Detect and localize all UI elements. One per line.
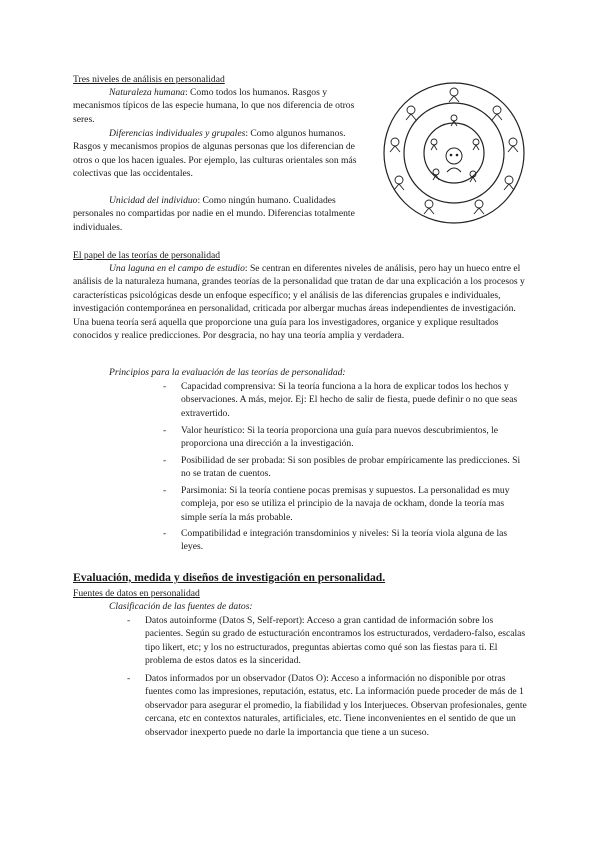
bullet-dash: - xyxy=(163,425,167,436)
section-title-theories: El papel de las teorías de personalidad xyxy=(73,250,221,261)
inner-circle xyxy=(424,123,484,183)
middle-circle xyxy=(404,103,504,203)
principle-item: Capacidad comprensiva: Si la teoría funciona a la hora de explicar todos los hechos y observaciones. A más, mejor. Ej: El hecho de salir de fiesta, puede definir o no que seas extravertido. xyxy=(181,381,518,419)
level-individual-differences xyxy=(73,127,373,181)
data-source-item: Datos autoinforme (Datos S, Self-report): Acceso a gran cantidad de información sobre los pacientes. Según su grado de estucturación encontramos los estructurados, verdadero-falso, escalas tipo likert, etc; y los no estructurados, preguntas abiertas como qué son las fiestas para ti. El problema de estos datos es la sinceridad. xyxy=(145,615,526,667)
bullet-dash: - xyxy=(163,381,167,392)
level-text: : Como ningún humano. Cualidades personales no compartidas por nadie en el mundo. Diferencias totalmente individuales. xyxy=(73,195,355,233)
data-source-item: Datos informados por un observador (Datos O): Acceso a información no disponible por otras fuentes como las impresiones, reputación, estatus, etc. La información puede proceder de más de 1 observador para asegurar el promedio, la fiabilidad y los Interjueces. Observan profesionales, gente cercana, etc en contextos naturales, artificiales, etc. Tiene inconvenientes en el sentido de que un observador inexperto puede no darle la importancia que tiene a un suceso. xyxy=(145,673,527,738)
theories-intro xyxy=(73,262,528,342)
bullet-dash: - xyxy=(163,528,167,539)
principle-item: Compatibilidad e integración transdominios y niveles: Si la teoría viola alguna de las leyes. xyxy=(181,528,508,553)
section-heading-evaluation: Evaluación, medida y diseños de investigación en personalidad. xyxy=(73,571,386,584)
level-label: Diferencias individuales y grupales xyxy=(109,128,246,139)
section-title-levels: Tres niveles de análisis en personalidad xyxy=(73,74,225,85)
level-uniqueness xyxy=(73,194,373,234)
outer-circle xyxy=(384,83,524,223)
bullet-dash: - xyxy=(163,455,167,466)
levels-diagram xyxy=(381,80,527,226)
center-person-icon xyxy=(446,148,462,172)
bullet-dash: - xyxy=(127,615,131,626)
level-human-nature xyxy=(73,86,373,126)
principle-item: Valor heurístico: Si la teoría proporciona una guía para nuevos descubrimientos, le proporciona una dirección a la investigación. xyxy=(181,425,499,450)
humanity-figures-icon xyxy=(390,88,518,214)
intro-text: : Se centran en diferentes niveles de análisis, pero hay un hueco entre el análisis de la naturaleza humana, grandes teorías de la personalidad que tratan de dar una explicación a los procesos y características psicológicas desde un enfoque específico; y el análisis de las diferencias grupales e individuales, investigación contemporánea en personalidad, criticada por albergar muchas áreas independientes de investigación. Una buena teoría será aquella que proporcione una guía para los investigadores, organice y explique resultados conocidos y realice predicciones. Por desgracia, no hay una teoría amplia y verdadera. xyxy=(73,263,525,342)
level-label: Unicidad del individuo xyxy=(109,195,198,206)
level-text: : Como todos los humanos. Rasgos y mecanismos típicos de las especie humana, lo que nos diferencia de otros seres. xyxy=(73,87,355,125)
level-label: Naturaleza humana xyxy=(109,87,185,98)
principles-title: Principios para la evaluación de las teorías de personalidad: xyxy=(109,367,346,378)
principle-item: Posibilidad de ser probada: Si son posibles de probar empíricamente las predicciones. Si no se tratan de cuentos. xyxy=(181,455,521,480)
bullet-dash: - xyxy=(163,485,167,496)
level-text: : Como algunos humanos. Rasgos y mecanismos propios de algunas personas que los diferencian de otros o que los hacen iguales. Por ejemplo, las culturas orientales son más colectivas que las occidentales. xyxy=(73,128,357,180)
subheading-data-sources: Fuentes de datos en personalidad xyxy=(73,588,200,599)
intro-label: Una laguna en el campo de estudio xyxy=(109,263,245,274)
bullet-dash: - xyxy=(127,673,131,684)
principle-item: Parsimonia: Si la teoría contiene pocas premisas y supuestos. La personalidad es muy compleja, por eso se utiliza el principio de la navaja de ockham, donde la teoría mas simple sería la más probable. xyxy=(181,485,510,523)
classification-title: Clasificación de las fuentes de datos: xyxy=(109,601,253,612)
